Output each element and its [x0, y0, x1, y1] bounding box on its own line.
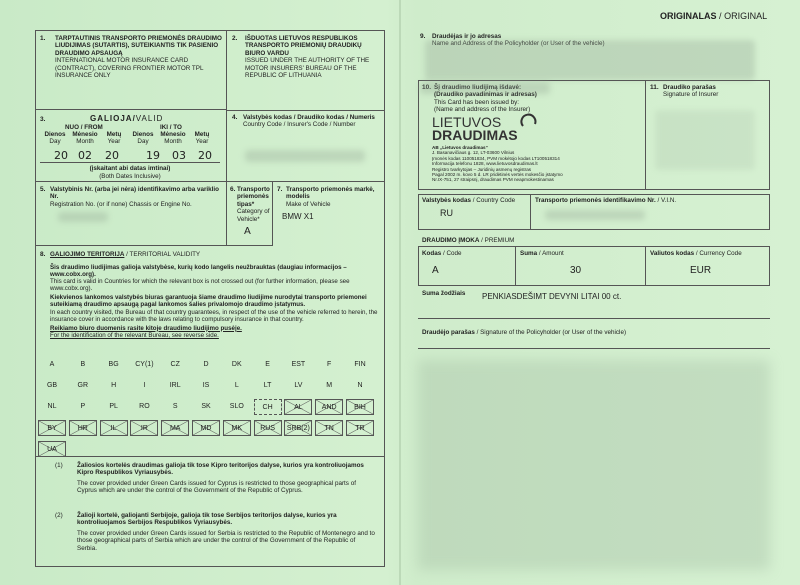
country-code-ir: IR — [130, 420, 158, 436]
logo-line-1: LIETUVOS — [432, 114, 502, 130]
premium-code-label: Kodas / Code — [422, 250, 462, 257]
section-4-en: Country Code / Insurer's Code / Number — [243, 121, 356, 129]
section-2-lt: IŠDUOTAS LIETUVOS RESPUBLIKOS TRANSPORTO PRIEMONIŲ DRAUDIKŲ BIURO VARDU — [245, 35, 362, 57]
redacted-lower-right — [418, 360, 770, 570]
country-code-n: N — [357, 382, 363, 389]
to-year-lt: Metų — [194, 131, 210, 138]
to-month-lt: Mėnesio — [160, 131, 186, 138]
to-day-en: Day — [137, 138, 149, 146]
footnote-2 — [55, 512, 375, 552]
validity-title: GALIOJA/VALID — [90, 114, 164, 123]
section-11-lt: Draudiko parašas — [663, 84, 716, 91]
divider-country-vin — [530, 194, 531, 230]
country-code-hr: HR — [69, 420, 97, 436]
country-code-rus: RUS — [254, 420, 282, 436]
premium-cur-lt: Valiutos kodas — [650, 250, 695, 257]
premium-cur-en: Currency Code — [699, 250, 742, 257]
country-code-mk: MK — [223, 420, 251, 436]
to-year-en: Year — [195, 138, 209, 146]
country-code-p: P — [80, 403, 86, 410]
redacted-vin — [545, 210, 645, 220]
from-day-value: 20 — [54, 149, 68, 162]
premium-title: DRAUDIMO ĮMOKA / PREMIUM — [422, 237, 515, 244]
redacted-registration — [58, 212, 108, 222]
validity-note-en: (Both Dates Inclusive) — [99, 173, 161, 180]
premium-words-line — [418, 318, 770, 319]
country-code-gb: GB — [46, 382, 58, 389]
section-5-text — [50, 186, 224, 208]
insurer-logo — [432, 116, 518, 142]
section-1-lt: TARPTAUTINIS TRANSPORTO PRIEMONĖS DRAUDIMO LIUDIJIMAS (SUTARTIS), SUTEIKIANTIS TIK PASIENIO DRAUDIMO APSAUGĄ — [55, 35, 222, 57]
premium-title-lt: DRAUDIMO ĮMOKA — [422, 237, 480, 244]
from-day-en: Day — [49, 138, 61, 146]
country-code-f: F — [327, 361, 332, 368]
validity-from-label: NUO / FROM — [65, 124, 103, 131]
addr-line-4: Informacija telefonu 1828, www.lietuvosdraudimas.lt — [432, 161, 538, 167]
country-code-a: A — [49, 361, 55, 368]
section-11-num: 11. — [650, 84, 659, 91]
section-10-lt2: (Draudiko pavadinimas ir adresas) — [434, 91, 537, 99]
section-6-text — [237, 186, 271, 223]
footnote-divider — [35, 456, 385, 457]
territory-title-lt: GALIOJIMO TERITORIJA — [50, 251, 125, 258]
logo-line-2: DRAUDIMAS — [432, 127, 518, 143]
to-day-header — [130, 131, 156, 146]
addr-line-2: J. Basanavičiaus g. 12, LT-03600 Vilnius — [432, 150, 515, 156]
country-code-is: IS — [202, 382, 210, 389]
country-code-fin: FIN — [354, 361, 366, 368]
premium-code-en: Code — [446, 250, 462, 257]
country-code-lv: LV — [294, 382, 303, 389]
divider-sum-cur — [645, 246, 646, 286]
section-11-text — [663, 84, 763, 99]
redacted-insurer-number — [245, 150, 365, 162]
addr-line-7: Nr.IX-751, 27 straipsnį, draudimas PVM neapmokestinamas — [432, 177, 554, 183]
country-code-il: IL — [100, 420, 128, 436]
country-code-i: I — [143, 382, 146, 389]
country-code-ua: UA — [38, 441, 66, 457]
section-3-num: 3. — [40, 116, 46, 123]
premium-code-lt: Kodas — [422, 250, 442, 257]
vin-en: V.I.N. — [660, 197, 677, 204]
from-year-value: 20 — [105, 149, 119, 162]
section-4-text — [243, 114, 381, 129]
validity-title-lt: GALIOJA — [90, 114, 133, 123]
section-7-text — [286, 186, 381, 208]
logo-arc-icon — [520, 112, 538, 130]
country-code-cy1: CY(1) — [135, 361, 154, 368]
country-code-lt: Valstybės kodas — [422, 197, 472, 204]
footnote-2-num: (2) — [55, 512, 63, 519]
country-code-md: MD — [192, 420, 220, 436]
territory-p1-lt: Šis draudimo liudijimas galioja valstybėse, kurių kodo langelis neužbrauktas (daugiau informacijos – www.cobx.org). — [50, 264, 347, 279]
to-day-lt: Dienos — [132, 131, 154, 138]
footnote-1-en: The cover provided under Green Cards issued for Cyprus is restricted to those geographical parts of Cyprus which are under the control of the Government of the Republic of Cyprus. — [77, 479, 356, 495]
divider-10-11 — [645, 80, 646, 190]
from-year-header — [102, 131, 126, 146]
country-code-ma: MA — [161, 420, 189, 436]
country-code-h: H — [111, 382, 117, 389]
section-1-num: 1. — [40, 35, 46, 42]
section-9-lt: Draudėjas ir jo adresas — [432, 33, 502, 40]
premium-words-label: Suma žodžiais — [422, 290, 466, 297]
section-6-en: Category of Vehicle* — [237, 208, 270, 223]
section-10-lt: Šį draudimo liudijimą išdavė: — [434, 84, 522, 91]
country-code-value: RU — [440, 208, 453, 218]
country-code-slo: SLO — [229, 403, 244, 410]
redacted-section-10-header — [420, 82, 550, 94]
validity-to-label: IKI / TO — [160, 124, 182, 131]
date-line — [40, 162, 220, 163]
section-6-num: 6. — [230, 186, 236, 193]
section-2-en: ISSUED UNDER THE AUTHORITY OF THE MOTOR INSURERS' BUREAU OF THE REPUBLIC OF LITHUANIA — [245, 57, 370, 80]
country-code-est: EST — [291, 361, 306, 368]
vin-label: Transporto priemonės identifikavimo Nr. / V.I.N. — [535, 197, 677, 204]
territory-p3-lt: Reikiamo biuro duomenis rasite kitoje draudimo liudijimo pusėje. — [50, 324, 242, 332]
insurer-address — [432, 145, 642, 183]
country-code-pl: PL — [109, 403, 118, 410]
premium-code-value: A — [432, 265, 439, 276]
footnote-1-num: (1) — [55, 462, 63, 469]
redacted-policyholder — [425, 40, 755, 80]
premium-sum-label: Suma / Amount — [520, 250, 564, 257]
section-9-en: Name and Address of the Policyholder (or User of the vehicle) — [432, 40, 605, 48]
section-6-lt: Transporto priemonės tipas* — [237, 186, 270, 208]
section-10-en: This Card has been issued by: — [434, 98, 520, 106]
divider-code-sum — [515, 246, 516, 286]
vehicle-category-value: A — [244, 226, 251, 237]
section-8-num: 8. — [40, 251, 46, 258]
premium-title-en: PREMIUM — [484, 237, 515, 244]
section-4-lt: Valstybės kodas / Draudiko kodas / Numeris — [243, 114, 375, 121]
country-code-srb2: SRB(2) — [284, 420, 312, 436]
from-month-lt: Mėnesio — [72, 131, 98, 138]
section-2-text — [245, 35, 377, 79]
from-year-en: Year — [107, 138, 121, 146]
country-code-m: M — [326, 382, 333, 389]
country-code-e: E — [265, 361, 270, 368]
section-9-num: 9. — [420, 33, 426, 40]
premium-currency-label: Valiutos kodas / Currency Code — [650, 250, 742, 257]
premium-currency-value: EUR — [690, 265, 712, 276]
to-day-value: 19 — [146, 149, 160, 162]
country-code-sk: SK — [201, 403, 211, 410]
to-year-value: 20 — [198, 149, 212, 162]
country-code-bih: BIH — [346, 399, 374, 415]
territory-p2-lt: Kiekvienos lankomos valstybės biuras garantuoja šiame draudimo liudijime nurodytai transporto priemonei suteikiamą draudimo apsaugą pagal lankomos šalies privalomojo draudimo įstatymus. — [50, 294, 367, 309]
original-lt: ORIGINALAS — [660, 11, 717, 21]
original-sep: / — [719, 11, 722, 21]
validity-note-lt: (įskaitant abi datas imtinai) — [89, 165, 171, 172]
policyholder-signature-label: Draudėjo parašas / Signature of the Policyholder (or User of the vehicle) — [422, 329, 627, 336]
country-code-ro: RO — [139, 403, 150, 410]
territory-p1-en: This card is valid in Countries for which the relevant box is not crossed out (for further information, please see www.cobx.org). — [50, 278, 350, 293]
policyholder-signature-lt: Draudėjo parašas — [422, 329, 475, 336]
from-day-header — [42, 131, 68, 146]
signature-line — [418, 348, 770, 349]
country-code-gr: GR — [77, 382, 89, 389]
to-month-header — [158, 131, 188, 146]
section-7-lt: Transporto priemonės markė, modelis — [286, 186, 375, 201]
footnote-1 — [55, 462, 375, 495]
original-header — [660, 11, 767, 21]
section-7-num: 7. — [277, 186, 283, 193]
section-1-text — [55, 35, 223, 79]
from-month-en: Month — [76, 138, 94, 146]
footnote-2-lt: Žalioji kortelė, galiojanti Serbijoje, galioja tik tose Serbijos teritorijos dalyse, kurios yra kontroliuojamos Serbijos Respublikos Vyriausybės. — [77, 512, 337, 527]
original-en: ORIGINAL — [724, 11, 768, 21]
country-code-en: Country Code — [476, 197, 516, 204]
from-month-value: 02 — [78, 149, 92, 162]
country-code-dk: DK — [231, 361, 242, 368]
vehicle-make-value: BMW X1 — [282, 212, 314, 221]
to-year-header — [190, 131, 214, 146]
from-year-lt: Metų — [106, 131, 122, 138]
country-code-irl: IRL — [169, 382, 181, 389]
territory-p2-en: In each country visited, the Bureau of that country guarantees, in respect of the use of the vehicle referred to herein, the insurance cover in accordance with the laws relating to compulsory insurance in that country. — [50, 308, 378, 323]
country-code-lt: LT — [263, 382, 272, 389]
section-5-num: 5. — [40, 186, 46, 193]
policyholder-signature-en: Signature of the Policyholder (or User of the vehicle) — [480, 329, 627, 336]
country-code-ch: CH — [254, 399, 282, 415]
footnote-2-en: The cover provided under Green Cards issued for Serbia is restricted to the Republic of Montenegro and to those geographical parts of Serbia which are under the control of the Government of the Republic of Serbia. — [77, 529, 375, 552]
addr-line-3: Įmonės kodas 110051834, PVM mokėtojo kodas LT100518314 — [432, 155, 560, 161]
from-month-header — [70, 131, 100, 146]
country-code-tr: TR — [346, 420, 374, 436]
addr-line-6: Pagal 2002 m. kovo 5 d. LR pridėtinės vertės mokesčio įstatymo — [432, 172, 563, 178]
country-code-b: B — [80, 361, 86, 368]
country-code-al: AL — [284, 399, 312, 415]
country-code-by: BY — [38, 420, 66, 436]
section-7-en: Make of Vehicle — [286, 200, 331, 208]
from-day-lt: Dienos — [44, 131, 66, 138]
country-code-tn: TN — [315, 420, 343, 436]
premium-sum-value: 30 — [570, 265, 582, 276]
fold-line — [399, 0, 401, 585]
addr-line-5: Registro tvarkytojas – Juridinių asmenų registras — [432, 166, 532, 172]
footnote-1-lt: Žaliosios kortelės draudimas galioja tik tose Kipro teritorijos dalyse, kurios yra kontroliuojamos Kipro Respublikos Vyriausybės. — [77, 462, 364, 477]
section-2-num: 2. — [232, 35, 238, 42]
country-code-l: L — [234, 382, 239, 389]
section-10-num: 10. — [422, 84, 432, 91]
country-code-cz: CZ — [170, 361, 180, 368]
territory-paragraphs — [50, 264, 378, 339]
addr-line-1: AB „Lietuvos draudimas“ — [432, 145, 488, 150]
premium-sum-en: Amount — [542, 250, 564, 257]
territory-title: GALIOJIMO TERITORIJA / TERRITORIAL VALIDITY — [50, 251, 201, 258]
to-month-en: Month — [164, 138, 182, 146]
country-code-bg: BG — [108, 361, 119, 368]
country-code-label: Valstybės kodas / Country Code — [422, 197, 516, 204]
section-5-en: Registration No. (or if none) Chassis or Engine No. — [50, 200, 192, 208]
section-11-en: Signature of Insurer — [663, 91, 719, 99]
section-4-num: 4. — [232, 114, 238, 121]
validity-title-en: VALID — [135, 114, 164, 123]
section-5-lt: Valstybinis Nr. (arba jei nėra) identifikavimo arba variklio Nr. — [50, 186, 220, 201]
territory-p3-en: For the identification of the relevant Bureau, see reverse side. — [50, 331, 219, 339]
insurer-signature-stamp — [655, 110, 755, 170]
section-1-en: INTERNATIONAL MOTOR INSURANCE CARD (CONTRACT), COVERING FRONTIER MOTOR TPL INSURANCE ONLY — [55, 57, 204, 80]
territory-title-en: TERRITORIAL VALIDITY — [129, 251, 201, 258]
country-code-and: AND — [315, 399, 343, 415]
section-10-en2: (Name and address of the Insurer) — [434, 106, 531, 114]
country-code-s: S — [172, 403, 178, 410]
premium-sum-lt: Suma — [520, 250, 538, 257]
to-month-value: 03 — [172, 149, 186, 162]
country-code-nl: NL — [47, 403, 57, 410]
country-code-d: D — [203, 361, 209, 368]
premium-words-value: PENKIASDEŠIMT DEVYNI LITAI 00 ct. — [482, 292, 622, 301]
vin-lt: Transporto priemonės identifikavimo Nr. — [535, 197, 656, 204]
